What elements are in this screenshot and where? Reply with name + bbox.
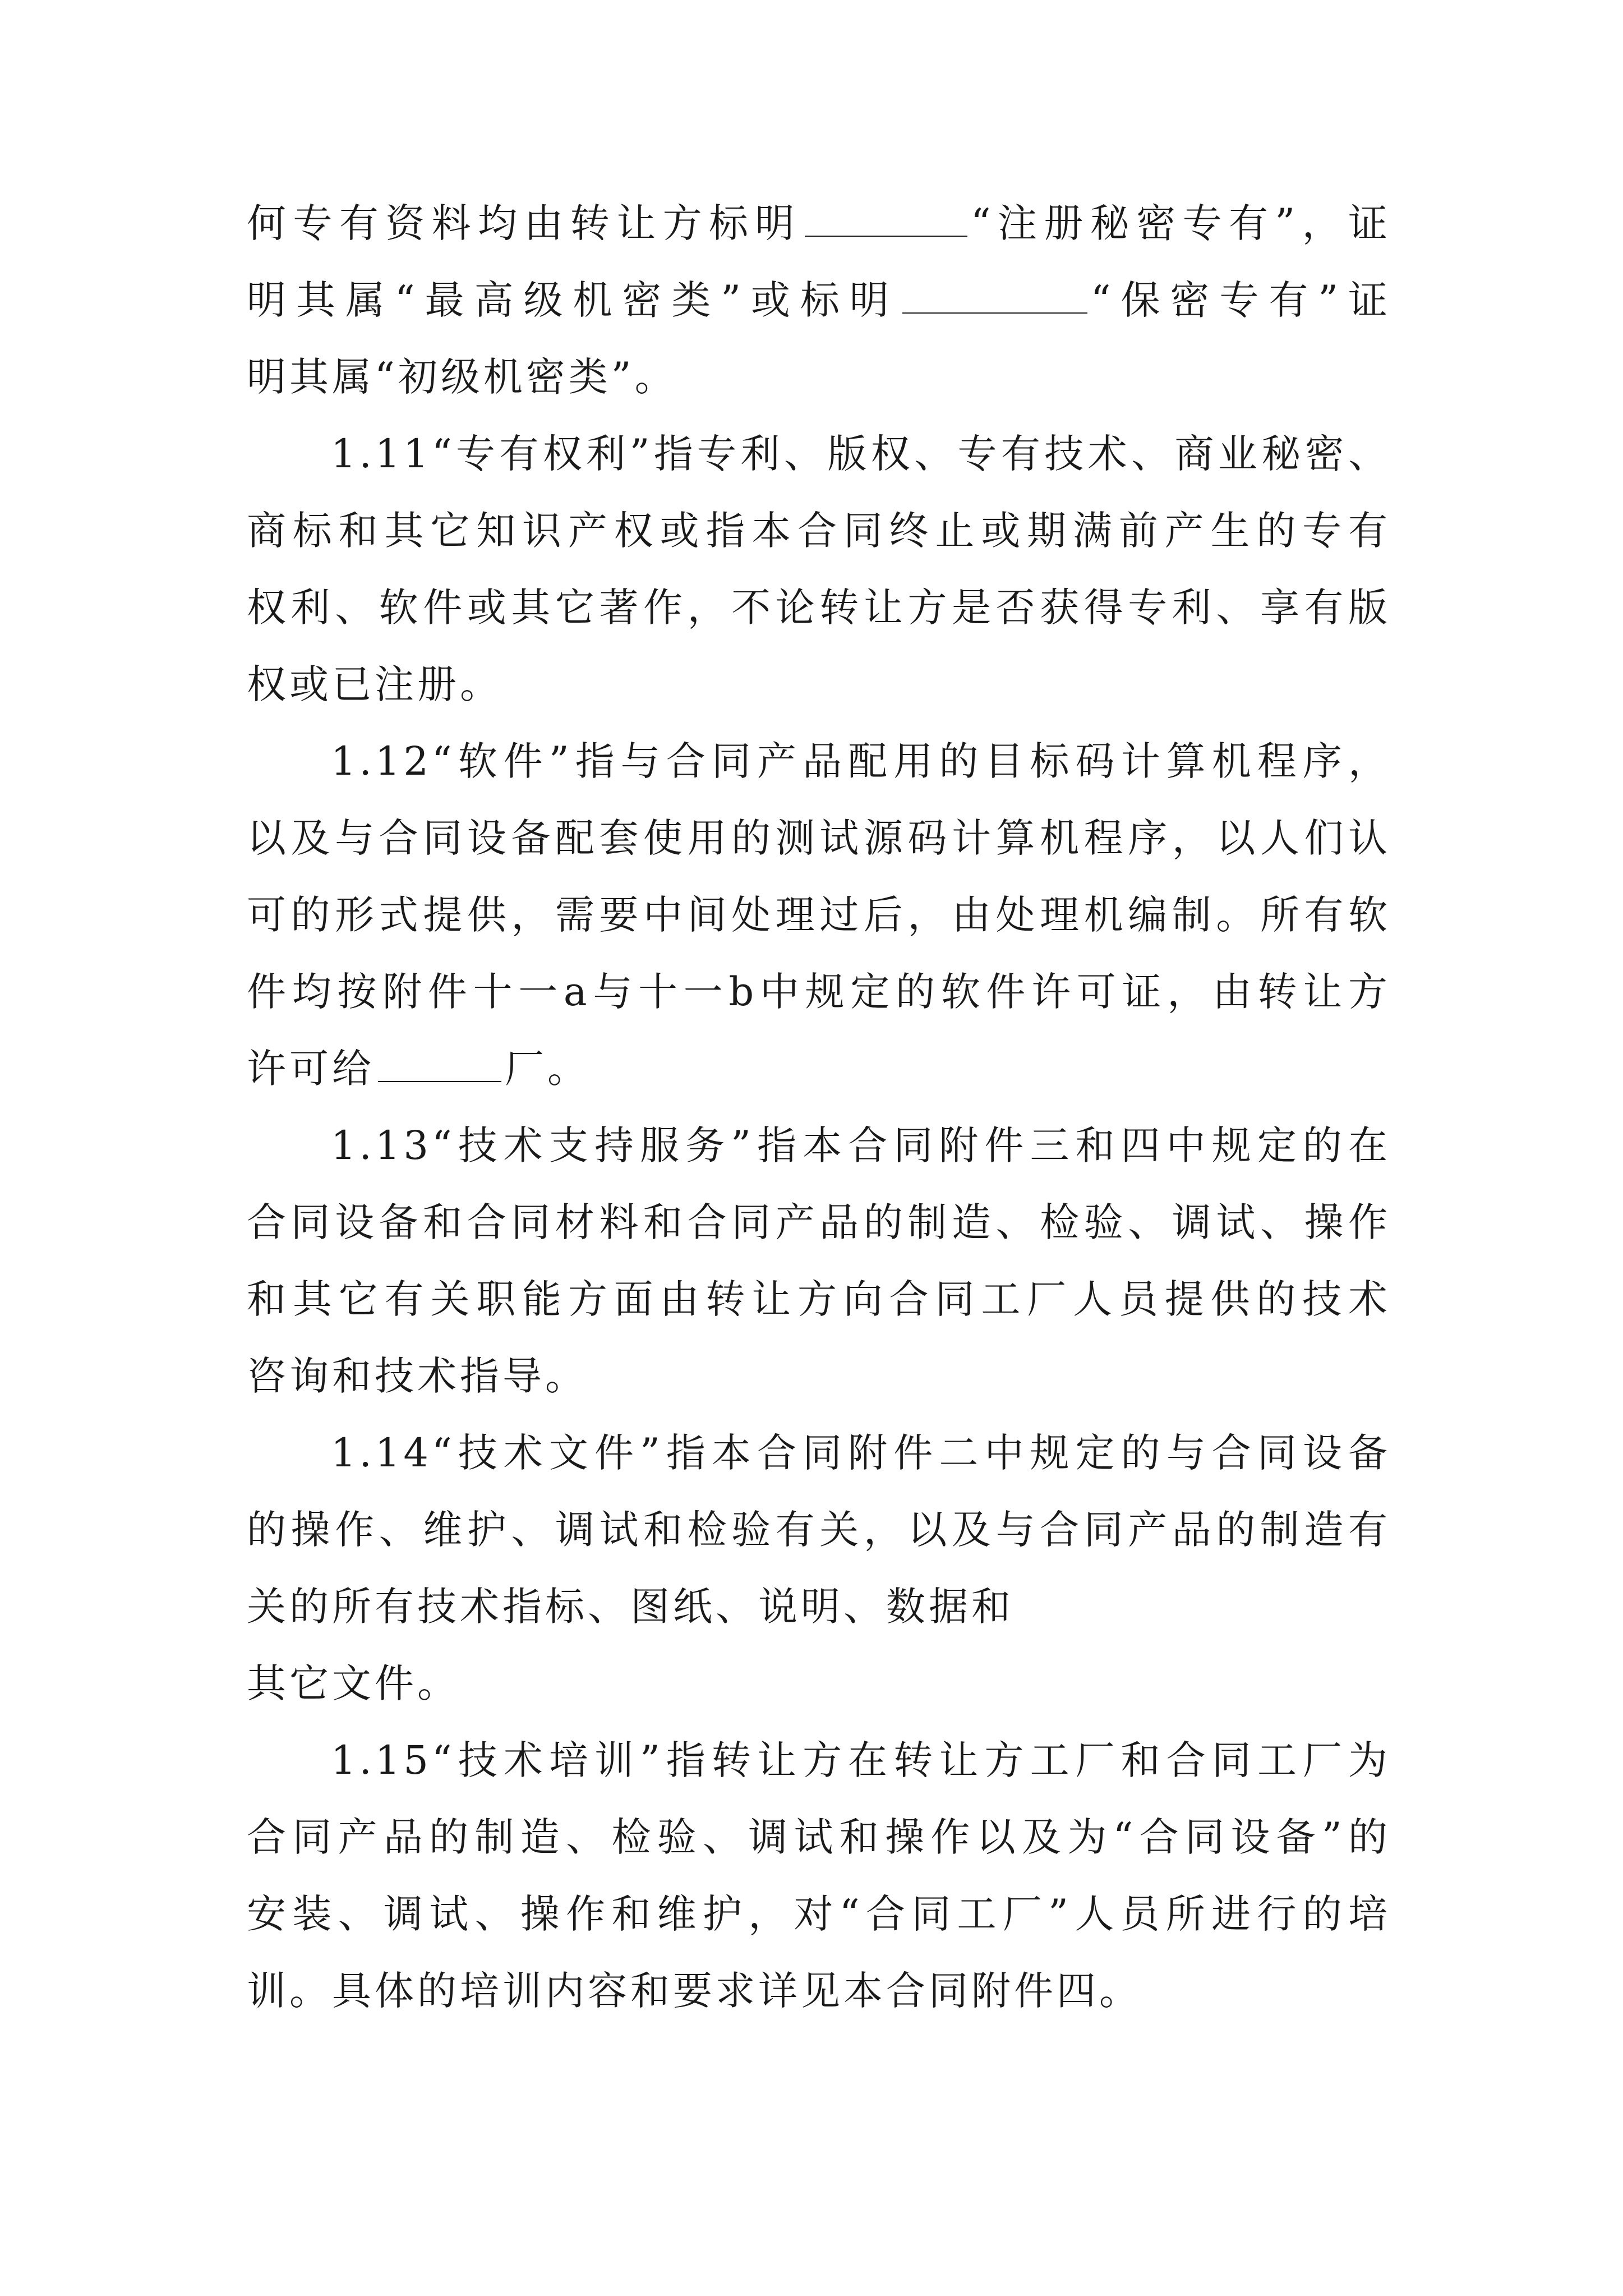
text-line: 以及与合同设备配套使用的测试源码计算机程序，以人们认 [247,815,1391,861]
fill-in-blank [805,204,967,237]
text-line: 可的形式提供，需要中间处理过后，由处理机编制。所有软 [247,892,1391,938]
text-line: 件均按附件十一a与十一b中规定的软件许可证，由转让方 [247,969,1391,1015]
clause-1-15-heading: 1.15“技术培训”指转让方在转让方工厂和合同工厂为 [331,1737,1391,1783]
text-line: 和其它有关职能方面由转让方向合同工厂人员提供的技术 [247,1276,1391,1322]
text-line: 许可给 厂。 [247,1046,590,1092]
text-line: 权利、软件或其它著作，不论转让方是否获得专利、享有版 [247,585,1391,631]
clause-1-12-heading: 1.12“软件”指与合同产品配用的目标码计算机程序， [331,738,1391,784]
text-line: 安装、调试、操作和维护，对“合同工厂”人员所进行的培 [247,1891,1391,1937]
text-line: 明其属“最高级机密类”或标明 “保密专有”证 [247,277,1391,323]
clause-1-13-heading: 1.13“技术支持服务”指本合同附件三和四中规定的在 [331,1122,1391,1168]
text-line: 何专有资料均由转让方标明 “注册秘密专有”，证 [247,200,1391,246]
text-line: 其它文件。 [247,1660,460,1706]
text-line: 关的所有技术指标、图纸、说明、数据和 [247,1584,1014,1630]
text-line: 咨询和技术指导。 [247,1353,588,1399]
text-line: 训。具体的培训内容和要求详见本合同附件四。 [247,1968,1142,2014]
text-line: 的操作、维护、调试和检验有关，以及与合同产品的制造有 [247,1507,1391,1553]
fill-in-blank [902,281,1087,314]
contract-text [247,185,1391,2030]
text-line: 权或已注册。 [247,661,502,707]
clause-1-14-heading: 1.14“技术文件”指本合同附件二中规定的与合同设备 [331,1430,1391,1476]
clause-1-11-heading: 1.11“专有权利”指专利、版权、专有技术、商业秘密、 [331,431,1391,477]
text-line: 明其属“初级机密类”。 [247,354,677,400]
text-line: 商标和其它知识产权或指本合同终止或期满前产生的专有 [247,508,1391,554]
text-line: 合同产品的制造、检验、调试和操作以及为“合同设备”的 [247,1814,1391,1860]
text-line: 合同设备和合同材料和合同产品的制造、检验、调试、操作 [247,1199,1391,1245]
fill-in-blank [378,1050,501,1082]
